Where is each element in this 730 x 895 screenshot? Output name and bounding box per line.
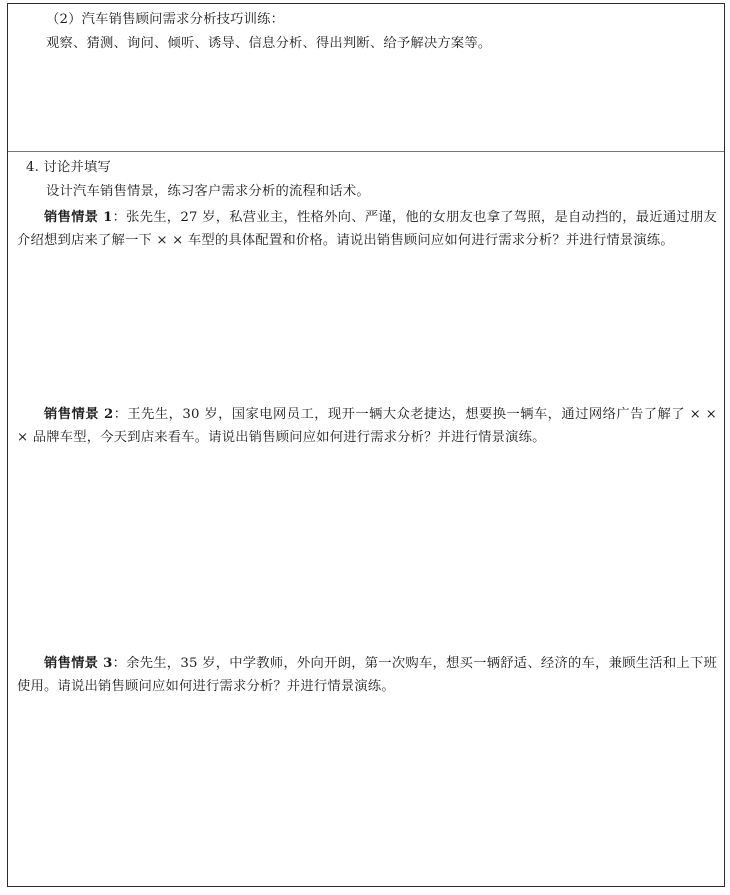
training-skills: 观察、猜测、询问、倾听、诱导、信息分析、得出判断、给予解决方案等。 bbox=[46, 36, 492, 51]
discussion-intro: 设计汽车销售情景，练习客户需求分析的流程和话术。 bbox=[46, 184, 370, 199]
scenario-3 bbox=[17, 652, 717, 698]
scenario-2 bbox=[17, 403, 717, 449]
discussion-heading: 4. 讨论并填写 bbox=[26, 160, 111, 175]
scenario-1-label: 销售情景 1 bbox=[44, 210, 113, 225]
scenario-2-text: ：王先生，30 岁，国家电网员工，现开一辆大众老捷达，想要换一辆车，通过网络广告了解了 × × × 品牌车型，今天到店来看车。请说出销售顾问应如何进行需求分析？并进行情景演练。 bbox=[17, 407, 717, 445]
scenario-1 bbox=[17, 206, 717, 252]
scenario-3-text: ：余先生，35 岁，中学教师，外向开朗，第一次购车，想买一辆舒适、经济的车，兼顾生活和上下班使用。请说出销售顾问应如何进行需求分析？并进行情景演练。 bbox=[17, 656, 717, 694]
training-section bbox=[8, 4, 724, 152]
scenario-2-label: 销售情景 2 bbox=[44, 407, 114, 422]
worksheet-frame bbox=[7, 3, 725, 887]
scenario-1-text: ：张先生，27 岁，私营业主，性格外向、严谨，他的女朋友也拿了驾照，是自动挡的，最近通过朋友介绍想到店来了解一下 × × 车型的具体配置和价格。请说出销售顾问应如何进行需求分析？并进行情景演练。 bbox=[17, 210, 717, 248]
discussion-section bbox=[8, 152, 724, 886]
training-subtitle: （2）汽车销售顾问需求分析技巧训练： bbox=[46, 12, 285, 27]
scenario-3-label: 销售情景 3 bbox=[44, 656, 113, 671]
